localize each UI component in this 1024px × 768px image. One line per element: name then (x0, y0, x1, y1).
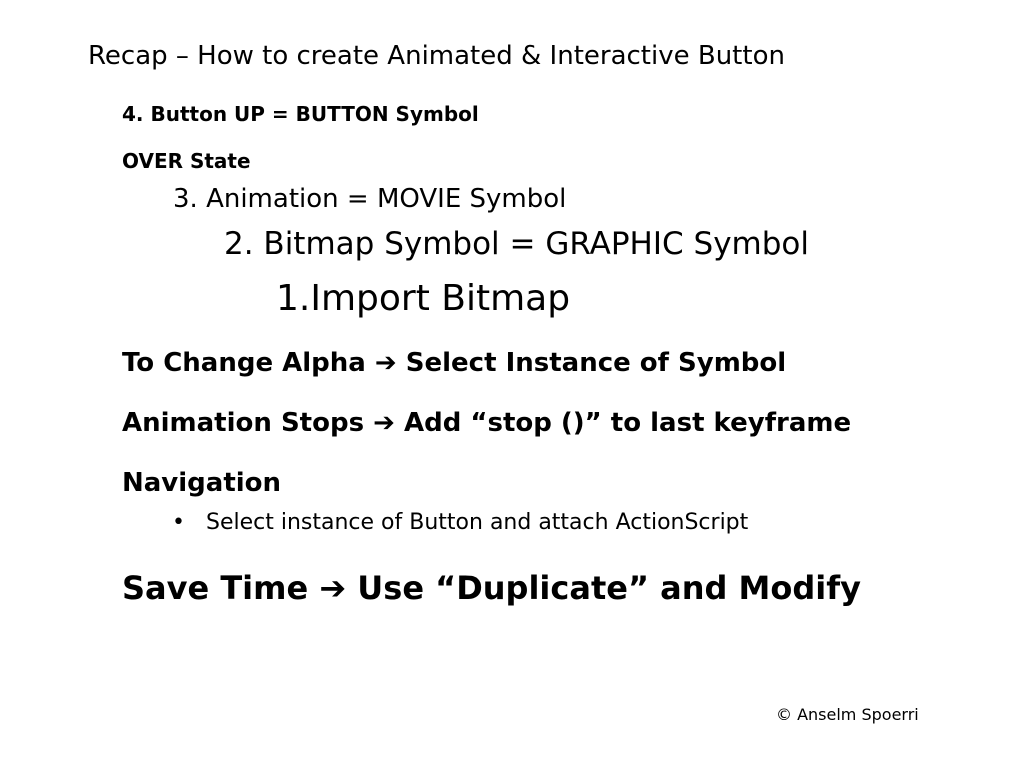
save-time-label: Save Time (122, 569, 309, 607)
animation-stops-line (122, 410, 851, 436)
change-alpha-label: To Change Alpha (122, 348, 366, 378)
over-state-label: OVER State (122, 149, 251, 173)
change-alpha-action: Select Instance of Symbol (405, 348, 787, 378)
save-time-action: Use “Duplicate” and Modify (357, 569, 862, 607)
step-3-animation: 3. Animation = MOVIE Symbol (173, 184, 567, 214)
step-1-import-bitmap: 1.Import Bitmap (276, 278, 571, 319)
slide-title: Recap – How to create Animated & Interactive Button (88, 41, 785, 71)
copyright-footer: © Anselm Spoerri (776, 705, 919, 724)
save-time-line (122, 569, 862, 607)
arrow-right-icon: ➔ (373, 408, 395, 438)
animation-stops-label: Animation Stops (122, 408, 365, 438)
navigation-bullet-item (172, 512, 748, 534)
navigation-heading: Navigation (122, 468, 282, 498)
animation-stops-action: Add “stop ()” to last keyframe (403, 408, 852, 438)
navigation-bullet-text: Select instance of Button and attach ActionScript (206, 510, 749, 535)
step-2-bitmap-symbol: 2. Bitmap Symbol = GRAPHIC Symbol (224, 226, 809, 262)
arrow-right-icon: ➔ (319, 569, 347, 607)
change-alpha-line (122, 350, 786, 376)
arrow-right-icon: ➔ (374, 348, 397, 378)
bullet-icon: • (172, 510, 185, 535)
step-4-button-up: 4. Button UP = BUTTON Symbol (122, 102, 479, 126)
